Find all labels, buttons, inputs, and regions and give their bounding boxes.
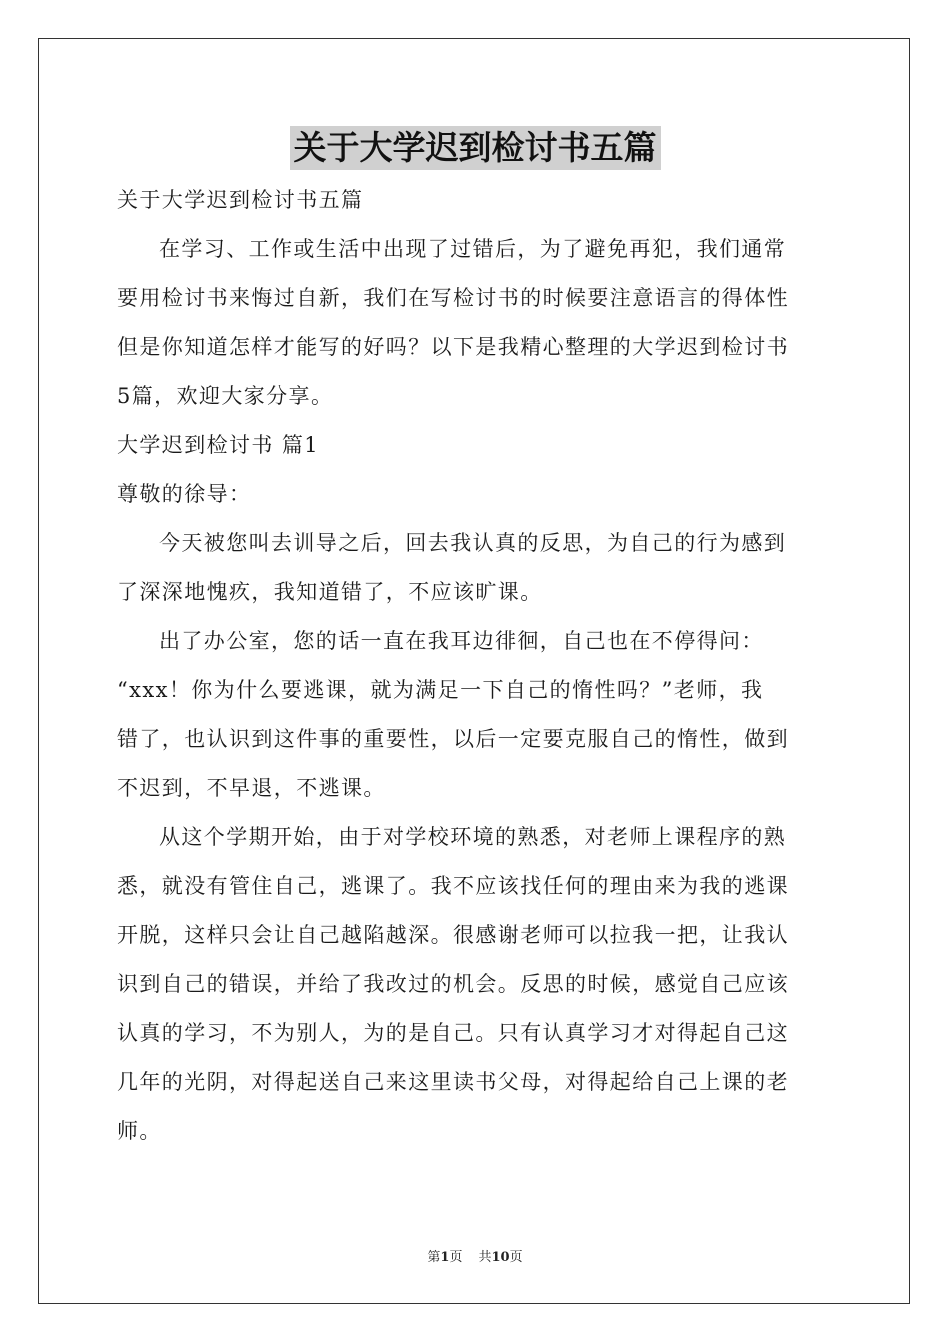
page-footer	[0, 1246, 950, 1265]
footer-page-prefix: 第	[427, 1250, 441, 1265]
para3-line-5: 认真的学习，不为别人，为的是自己。只有认真学习才对得起自己这	[117, 1021, 789, 1045]
intro-line-2: 要用检讨书来悔过自新，我们在写检讨书的时候要注意语言的得体性	[117, 286, 789, 310]
para3-line-2: 悉，就没有管住自己，逃课了。我不应该找任何的理由来为我的逃课	[117, 874, 789, 898]
document-body	[117, 176, 833, 1156]
para2-line-4: 不迟到，不早退，不逃课。	[117, 776, 386, 800]
document-subtitle: 关于大学迟到检讨书五篇	[117, 188, 364, 212]
section-heading: 大学迟到检讨书 篇1	[117, 433, 320, 457]
para2-line-2: “xxx！你为什么要逃课，就为满足一下自己的惰性吗？”老师，我	[117, 678, 764, 702]
para3-line-7: 师。	[117, 1119, 162, 1143]
para3-line-6: 几年的光阴，对得起送自己来这里读书父母，对得起给自己上课的老	[117, 1070, 789, 1094]
para3-line-1: 从这个学期开始，由于对学校环境的熟悉，对老师上课程序的熟	[159, 825, 787, 849]
para2-line-1: 出了办公室，您的话一直在我耳边徘徊，自己也在不停得问：	[159, 629, 764, 653]
para3-line-4: 识到自己的错误，并给了我改过的机会。反思的时候，感觉自己应该	[117, 972, 789, 996]
footer-page-suffix: 页	[449, 1250, 463, 1265]
para1-line-2: 了深深地愧疚，我知道错了，不应该旷课。	[117, 580, 543, 604]
footer-page-number: 1	[440, 1250, 450, 1265]
para1-line-1: 今天被您叫去训导之后，回去我认真的反思，为自己的行为感到	[159, 531, 787, 555]
footer-total-prefix: 共	[478, 1250, 492, 1265]
salutation: 尊敬的徐导：	[117, 482, 252, 506]
document-title: 关于大学迟到检讨书五篇	[290, 126, 661, 170]
intro-line-1: 在学习、工作或生活中出现了过错后，为了避免再犯，我们通常	[159, 237, 787, 261]
intro-line-3: 但是你知道怎样才能写的好吗？以下是我精心整理的大学迟到检讨书	[117, 335, 789, 359]
para2-line-3: 错了，也认识到这件事的重要性，以后一定要克服自己的惰性，做到	[117, 727, 789, 751]
intro-line-4: 5篇，欢迎大家分享。	[117, 384, 334, 408]
footer-total-pages: 10	[491, 1250, 510, 1265]
footer-total-suffix: 页	[509, 1250, 523, 1265]
title-container	[0, 126, 950, 170]
para3-line-3: 开脱，这样只会让自己越陷越深。很感谢老师可以拉我一把，让我认	[117, 923, 789, 947]
